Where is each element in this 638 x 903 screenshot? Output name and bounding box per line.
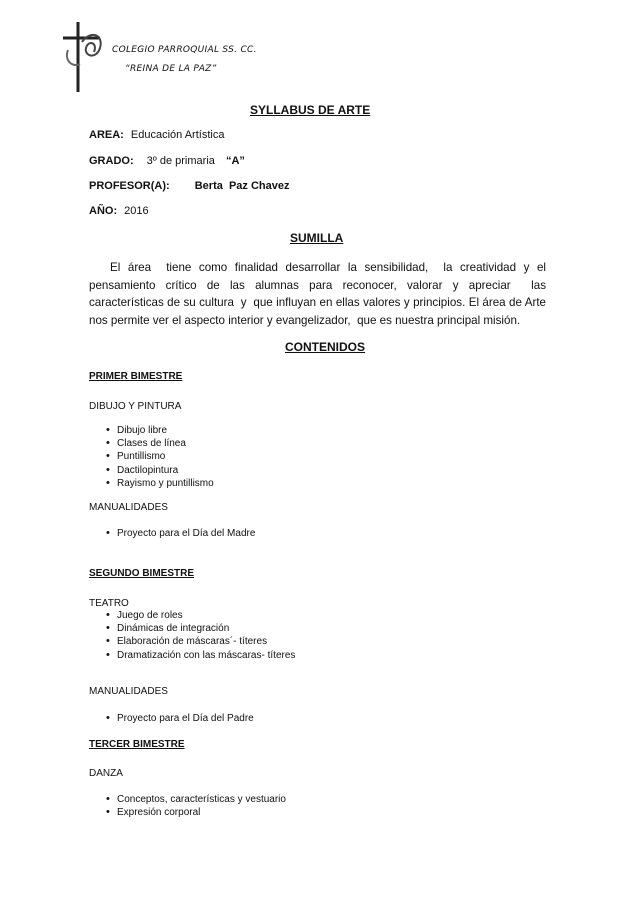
list-item: • Elaboración de máscaras´- títeres xyxy=(89,635,295,648)
manualidades-list-2 xyxy=(89,712,254,725)
manualidades-label-2: MANUALIDADES xyxy=(89,686,168,697)
teatro-list xyxy=(89,609,295,662)
anio-label: AÑO: xyxy=(89,205,118,217)
primer-bimestre-heading: PRIMER BIMESTRE xyxy=(89,371,183,382)
manualidades-label-1: MANUALIDADES xyxy=(89,502,168,513)
list-item: • Juego de roles xyxy=(89,609,295,622)
danza-list xyxy=(89,793,286,819)
grado-section: “A” xyxy=(225,155,245,167)
grado-value: 3º de primaria xyxy=(146,155,215,167)
area-value: Educación Artística xyxy=(130,129,225,141)
dibujo-pintura-list xyxy=(89,424,214,490)
sumilla-text: El área tiene como finalidad desarrollar la sensibilidad, la creatividad y el pensamiento crítico de las alumnas para reconocer, valorar y apreciar las características de su cultura y que influyan en ellas valores y principios. El área de Arte nos permite ver el aspecto interior y evangelizador, que es nuestra principal misión. xyxy=(89,261,550,327)
list-item: • Proyecto para el Día del Madre xyxy=(89,527,255,540)
area-label: AREA: xyxy=(89,129,124,141)
school-logo xyxy=(60,20,108,94)
tercer-bimestre-heading: TERCER BIMESTRE xyxy=(89,739,185,750)
list-item: • Clases de línea xyxy=(89,437,214,450)
list-item: • Dramatización con las máscaras- títeres xyxy=(89,649,295,662)
manualidades-list-1 xyxy=(89,527,255,540)
sumilla-heading: SUMILLA xyxy=(290,231,344,245)
anio-value: 2016 xyxy=(124,205,149,217)
list-item: • Expresión corporal xyxy=(89,806,286,819)
page-title: SYLLABUS DE ARTE xyxy=(250,103,371,117)
danza-label: DANZA xyxy=(89,768,123,779)
school-name: COLEGIO PARROQUIAL SS. CC. xyxy=(112,45,257,55)
area-field xyxy=(89,129,224,141)
grado-field xyxy=(89,155,245,167)
dibujo-pintura-label: DIBUJO Y PINTURA xyxy=(89,401,182,412)
school-motto: “REINA DE LA PAZ” xyxy=(125,64,217,74)
list-item: • Proyecto para el Día del Padre xyxy=(89,712,254,725)
anio-field xyxy=(89,205,149,217)
contenidos-heading: CONTENIDOS xyxy=(285,340,366,354)
list-item: • Dactilopintura xyxy=(89,464,214,477)
profesor-label: PROFESOR(A): xyxy=(89,180,170,192)
list-item: • Puntillismo xyxy=(89,450,214,463)
segundo-bimestre-heading: SEGUNDO BIMESTRE xyxy=(89,568,195,579)
profesor-value: Berta Paz Chavez xyxy=(194,180,290,192)
teatro-label: TEATRO xyxy=(89,598,129,609)
list-item: • Rayismo y puntillismo xyxy=(89,477,214,490)
list-item: • Dinámicas de integración xyxy=(89,622,295,635)
profesor-field xyxy=(89,180,290,192)
list-item: • Conceptos, características y vestuario xyxy=(89,793,286,806)
list-item: • Dibujo libre xyxy=(89,424,214,437)
grado-label: GRADO: xyxy=(89,155,134,167)
